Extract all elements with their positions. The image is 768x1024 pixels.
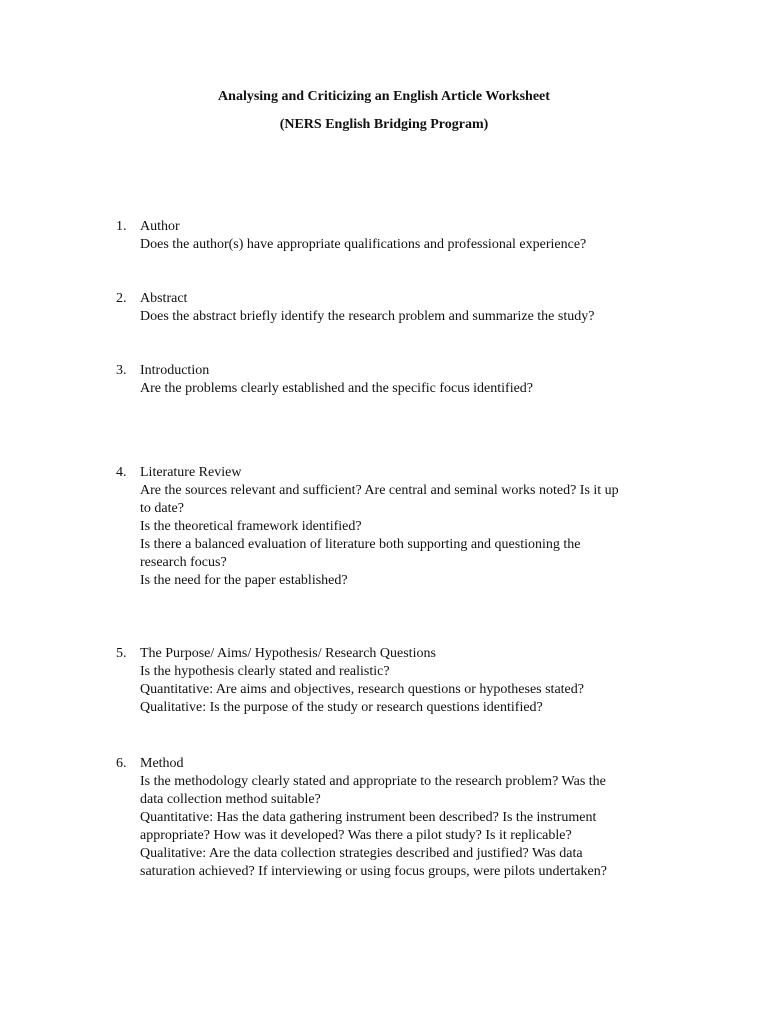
item-question: Quantitative: Are aims and objectives, research questions or hypotheses stated? [140, 682, 584, 697]
item-question: Qualitative: Are the data collection strategies described and justified? Was data [140, 846, 583, 861]
item-number: 5. [116, 646, 127, 661]
item-question: Is the methodology clearly stated and appropriate to the research problem? Was the [140, 774, 606, 789]
item-heading: Abstract [140, 291, 188, 306]
list-item-purpose [116, 645, 676, 717]
item-question: Is the hypothesis clearly stated and realistic? [140, 664, 390, 679]
item-number: 1. [116, 219, 127, 234]
item-heading: Author [140, 219, 180, 234]
item-question: data collection method suitable? [140, 792, 321, 807]
list-item-abstract [116, 290, 676, 326]
document-subtitle: (NERS English Bridging Program) [279, 117, 489, 132]
item-question: saturation achieved? If interviewing or using focus groups, were pilots undertaken? [140, 864, 607, 879]
item-question: appropriate? How was it developed? Was there a pilot study? Is it replicable? [140, 828, 572, 843]
item-question: Are the problems clearly established and the specific focus identified? [140, 381, 534, 396]
list-item-author [116, 218, 676, 254]
item-number: 4. [116, 465, 127, 480]
list-item-introduction [116, 362, 676, 398]
item-heading: Introduction [140, 363, 210, 378]
item-heading: Method [140, 756, 184, 771]
item-question: Quantitative: Has the data gathering instrument been described? Is the instrument [140, 810, 597, 825]
item-heading: Literature Review [140, 465, 242, 480]
item-question: to date? [140, 501, 184, 516]
item-number: 3. [116, 363, 127, 378]
item-question: Does the abstract briefly identify the research problem and summarize the study? [140, 309, 595, 324]
item-question: Is the need for the paper established? [140, 573, 348, 588]
item-question: Are the sources relevant and sufficient? Are central and seminal works noted? Is it up [140, 483, 619, 498]
item-question: Qualitative: Is the purpose of the study or research questions identified? [140, 700, 543, 715]
document-title: Analysing and Criticizing an English Article Worksheet [218, 89, 550, 104]
item-heading: The Purpose/ Aims/ Hypothesis/ Research Questions [140, 646, 436, 661]
list-item-method [116, 755, 676, 881]
item-number: 6. [116, 756, 127, 771]
item-number: 2. [116, 291, 127, 306]
item-question: Does the author(s) have appropriate qualifications and professional experience? [140, 237, 587, 252]
item-question: Is there a balanced evaluation of literature both supporting and questioning the [140, 537, 581, 552]
list-item-literature-review [116, 464, 676, 590]
item-question: research focus? [140, 555, 227, 570]
item-question: Is the theoretical framework identified? [140, 519, 362, 534]
